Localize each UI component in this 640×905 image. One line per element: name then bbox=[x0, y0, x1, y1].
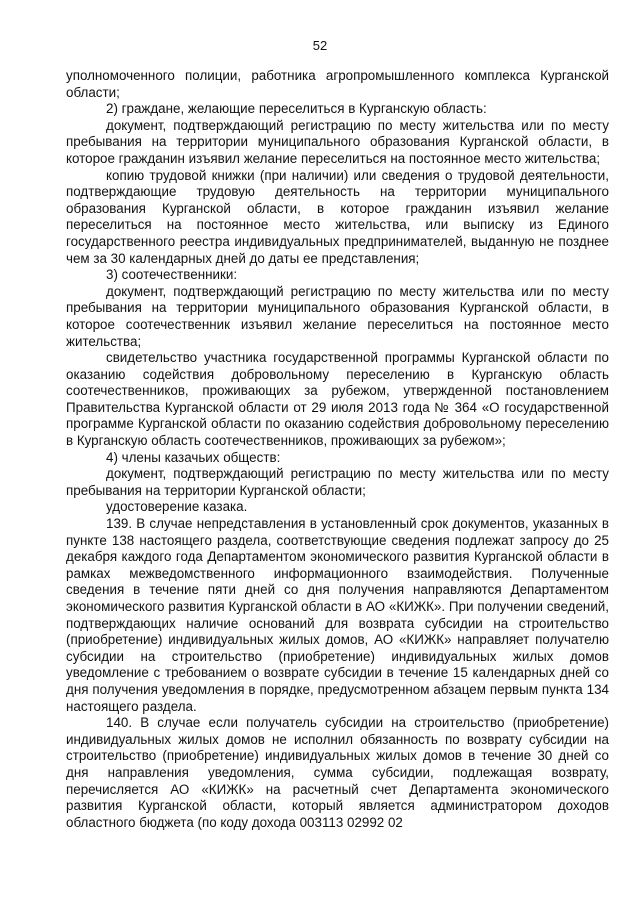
paragraph: копию трудовой книжки (при наличии) или сведения о трудовой деятельности, подтверждающие трудовую деятельность на территории муниципального образования Курганской области, в которое гражданин изъявил желание переселиться на постоянное место жительства, или выписку из Единого государственного реестра индивидуальных предпринимателей, выданную не позднее чем за 30 календарных дней до даты ее представления; bbox=[66, 167, 609, 266]
paragraph: документ, подтверждающий регистрацию по месту жительства или по месту пребывания на территории муниципального образования Курганской области, в которое гражданин изъявил желание переселиться на постоянное место жительства; bbox=[66, 117, 609, 166]
paragraph: 3) соотечественники: bbox=[106, 267, 238, 283]
paragraph: документ, подтверждающий регистрацию по месту жительства или по месту пребывания на территории муниципального образования Курганской области, в которое соотечественник изъявил желание переселиться на постоянное место жительства; bbox=[66, 283, 609, 349]
paragraph: 4) члены казачьих обществ: bbox=[106, 449, 281, 465]
paragraph: удостоверение казака. bbox=[106, 499, 248, 515]
paragraph: 139. В случае непредставления в установленный срок документов, указанных в пункте 138 настоящего раздела, соответствующие сведения подлежат запросу до 25 декабря каждого года Департаментом экономического развития Курганской области в рамках межведомственного информационного взаимодействия. Полученные сведения в течение пяти дней со дня получения направляются Департаментом экономического развития Курганской области в АО «КИЖК». При получении сведений, подтверждающих наличие оснований для возврата субсидии на строительство (приобретение) индивидуальных жилых домов, АО «КИЖК» направляет получателю субсидии на строительство (приобретение) индивидуальных жилых домов уведомление с требованием о возврате субсидии в течение 15 календарных дней со дня получения уведомления в порядке, предусмотренном абзацем первым пункта 134 настоящего раздела. bbox=[66, 516, 609, 714]
paragraph: свидетельство участника государственной программы Курганской области по оказанию содействия добровольному переселению в Курганскую область соотечественников, проживающих за рубежом, утвержденной постановлением Правительства Курганской области от 29 июля 2013 года № 364 «О государственной программе Курганской области по оказанию содействия добровольному переселению в Курганскую область соотечественников, проживающих за рубежом»; bbox=[66, 350, 609, 449]
paragraph: 2) граждане, желающие переселиться в Курганскую область: bbox=[106, 101, 487, 117]
paragraph: 140. В случае если получатель субсидии на строительство (приобретение) индивидуальных жилых домов не исполнил обязанность по возврату субсидии на строительство (приобретение) индивидуальных жилых домов в течение 30 дней со дня направления уведомления, сумма субсидии, подлежащая возврату, перечисляется АО «КИЖК» на расчетный счет Департамента экономического развития Курганской области, который является администратором доходов областного бюджета (по коду дохода 003113 02992 02 bbox=[66, 715, 609, 830]
page-number: 52 bbox=[312, 38, 328, 53]
paragraph: уполномоченного полиции, работника агропромышленного комплекса Курганской области; bbox=[66, 68, 609, 100]
document-body bbox=[66, 68, 609, 831]
paragraph: документ, подтверждающий регистрацию по месту жительства или по месту пребывания на территории Курганской области; bbox=[66, 466, 609, 498]
